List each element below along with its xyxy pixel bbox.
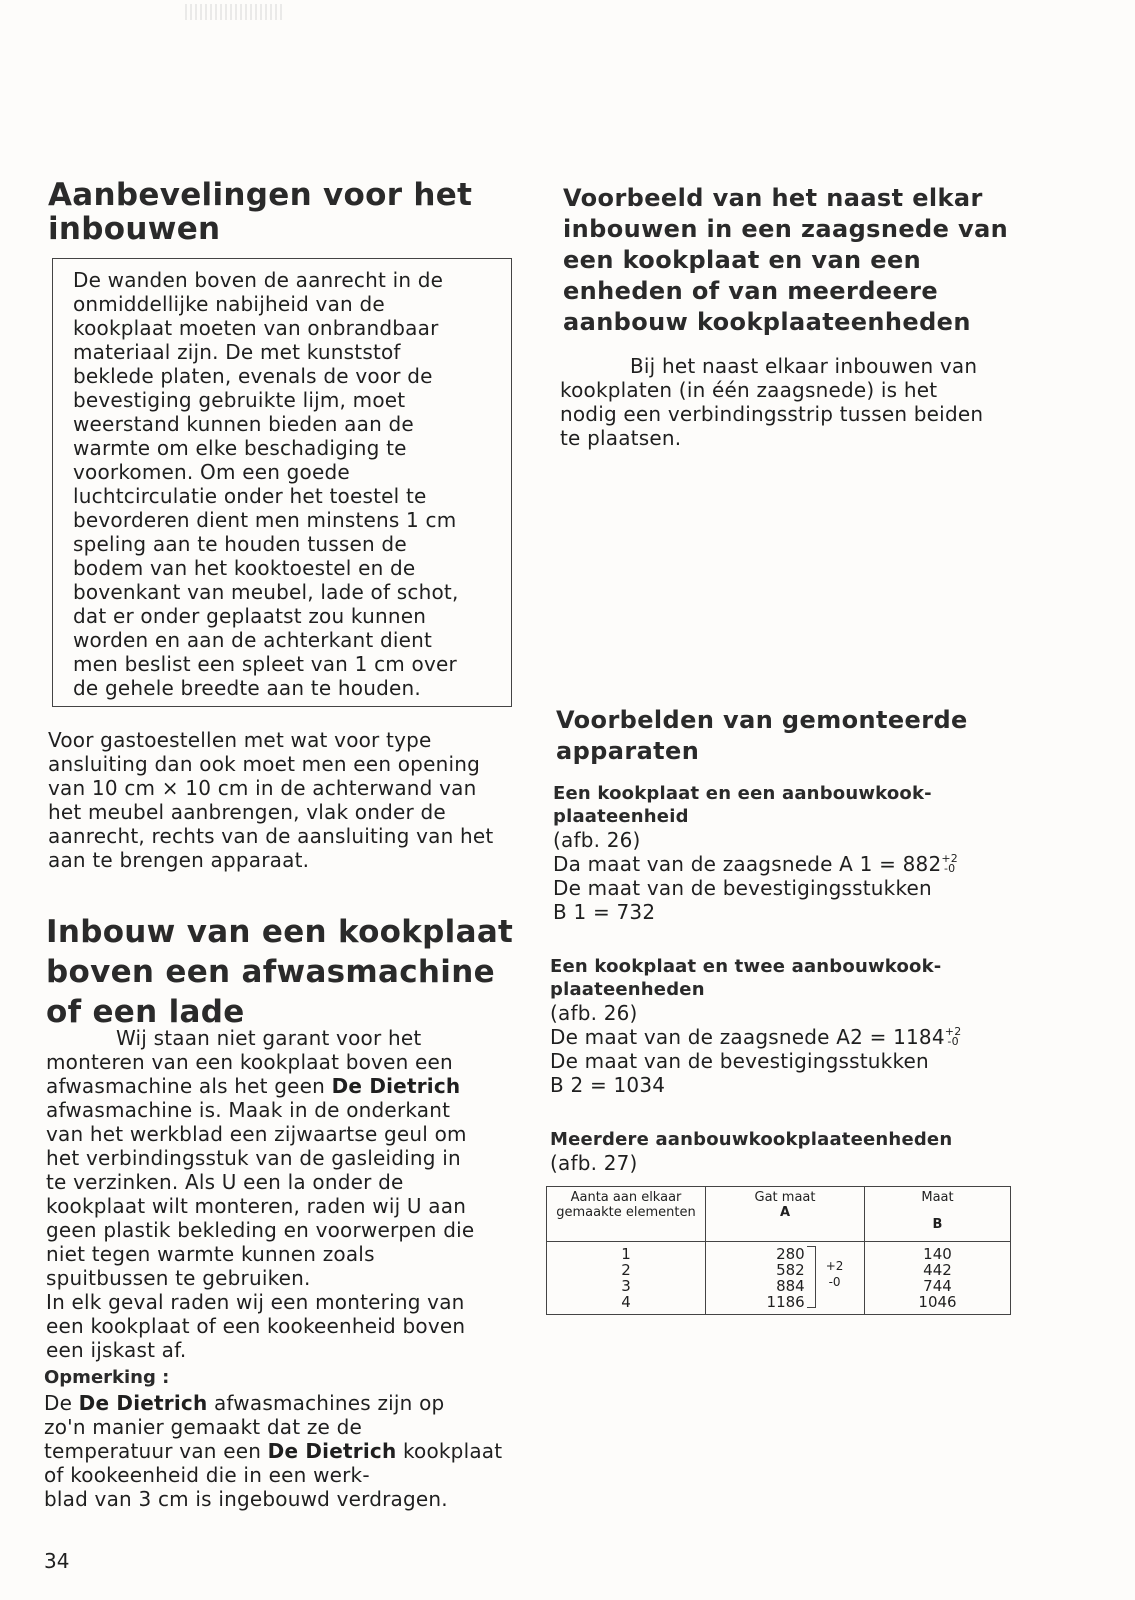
header-gat-maat xyxy=(706,1187,865,1242)
rpara1-line: nodig een verbindingsstrip tussen beiden xyxy=(560,402,984,426)
note-line3-a: temperatuur van een xyxy=(44,1439,268,1463)
gas-opening-paragraph xyxy=(48,728,528,872)
header-maat-label: Maat xyxy=(921,1190,954,1205)
box-line: De wanden boven de aanrecht in de xyxy=(73,268,444,292)
brand-name: De Dietrich xyxy=(267,1439,397,1463)
header-maat-letter: B xyxy=(932,1217,943,1232)
para2-line2: monteren van een kookplaat boven een xyxy=(46,1050,453,1074)
box-line: worden en aan de achterkant dient xyxy=(73,628,433,652)
tolerance-plus: +2 xyxy=(944,1024,962,1038)
maat-cell: 1046 xyxy=(918,1293,957,1311)
example-1-ref: (afb. 26) xyxy=(553,828,641,852)
box-line: weerstand kunnen bieden aan de xyxy=(73,412,414,436)
examples-heading-wrap xyxy=(556,705,1026,767)
box-line: materiaal zijn. De met kunststof xyxy=(73,340,401,364)
example-1-fix: De maat van de bevestigingsstukken xyxy=(553,876,932,900)
note-line2: zo'n manier gemaakt dat ze de xyxy=(44,1415,363,1439)
maat-cell: 442 xyxy=(923,1261,952,1279)
example-2-cut xyxy=(550,1025,1020,1049)
example-2 xyxy=(550,955,1020,1097)
note-line4: of kookeenheid die in een werk- xyxy=(44,1463,370,1487)
heading-inbouw-afwasmachine: Inbouw van een kookplaat boven een afwasmachine of een lade xyxy=(46,914,514,1030)
example-1-cut xyxy=(553,852,1023,876)
elements-cell: 2 xyxy=(621,1261,631,1279)
box-line: warmte om elke beschadiging te xyxy=(73,436,407,460)
para2-line: niet tegen warmte kunnen zoals xyxy=(46,1242,375,1266)
recommendation-box xyxy=(52,258,512,707)
box-line: luchtcirculatie onder het toestel te xyxy=(73,484,427,508)
box-line: bevestiging gebruikte lijm, moet xyxy=(73,388,406,412)
box-line: bovenkant van meubel, lade of schot, xyxy=(73,580,459,604)
brand-name: De Dietrich xyxy=(331,1074,461,1098)
table-row xyxy=(547,1242,1011,1315)
example-2-ref: (afb. 26) xyxy=(550,1001,638,1025)
table-header-row xyxy=(547,1187,1011,1242)
para2-line: kookplaat wilt monteren, raden wij U aan xyxy=(46,1194,467,1218)
example-3-ref: (afb. 27) xyxy=(550,1151,638,1175)
header-elements: Aanta aan elkaar gemaakte elementen xyxy=(547,1187,706,1242)
gat-maat-cell: 884 xyxy=(776,1277,805,1295)
example-1-title: Een kookplaat en een aanbouwkook-plaateenheid xyxy=(553,783,932,827)
header-gat-maat-label: Gat maat xyxy=(754,1190,816,1205)
dishwasher-paragraph xyxy=(46,1026,526,1362)
example-3-title: Meerdere aanbouwkookplaateenheden xyxy=(550,1129,953,1150)
note-section xyxy=(44,1366,524,1511)
tolerance-minus: -0 xyxy=(944,861,956,875)
maat-cell: 140 xyxy=(923,1245,952,1263)
note-label: Opmerking : xyxy=(44,1367,170,1388)
para2-line: afwasmachine is. Maak in de onderkant xyxy=(46,1098,451,1122)
para2-line: een kookplaat of een kookeenheid boven xyxy=(46,1314,466,1338)
para2-line: spuitbussen te gebruiken. xyxy=(46,1266,311,1290)
para1-line: het meubel aanbrengen, vlak onder de xyxy=(48,800,446,824)
box-line: de gehele breedte aan te houden. xyxy=(73,676,421,700)
note-line3-b: kookplaat xyxy=(396,1439,503,1463)
table-tolerance xyxy=(826,1246,844,1290)
scan-artifact xyxy=(185,4,285,20)
example-1 xyxy=(553,782,1023,924)
bracket-icon xyxy=(807,1246,816,1308)
tolerance-minus: -0 xyxy=(947,1034,959,1048)
para2-line3 xyxy=(46,1074,526,1098)
gat-maat-values xyxy=(767,1246,805,1310)
example-1-fix-value: B 1 = 732 xyxy=(553,900,656,924)
example-1-cut-text: Da maat van de zaagsnede A 1 = 882 xyxy=(553,852,942,876)
example-2-title: Een kookplaat en twee aanbouwkook-plaateenheden xyxy=(550,956,942,1000)
box-line: bodem van het kooktoestel en de xyxy=(73,556,416,580)
heading-voorbelden: Voorbelden van gemonteerde apparaten xyxy=(556,706,968,765)
para1-line: Voor gastoestellen met wat voor type xyxy=(48,728,432,752)
note-line1-b: afwasmachines zijn op xyxy=(207,1391,445,1415)
elements-cell: 4 xyxy=(621,1293,631,1311)
page-number: 34 xyxy=(44,1549,70,1573)
para2-line: een ijskast af. xyxy=(46,1338,187,1362)
rpara1-line: te plaatsen. xyxy=(560,426,682,450)
header-gat-maat-letter: A xyxy=(779,1205,791,1220)
box-line: kookplaat moeten van onbrandbaar xyxy=(73,316,439,340)
box-line: onmiddellijke nabijheid van de xyxy=(73,292,385,316)
gat-maat-cell: 1186 xyxy=(766,1293,805,1311)
para2-line: geen plastik bekleding en voorwerpen die xyxy=(46,1218,475,1242)
box-line: speling aan te houden tussen de xyxy=(73,532,407,556)
example-2-cut-text: De maat van de zaagsnede A2 = 1184 xyxy=(550,1025,945,1049)
para2-line: het verbindingsstuk van de gasleiding in xyxy=(46,1146,461,1170)
box-line: men beslist een spleet van 1 cm over xyxy=(73,652,457,676)
para2-line: te verzinken. Als U een la onder de xyxy=(46,1170,404,1194)
gat-maat-cell: 582 xyxy=(776,1261,805,1279)
rpara1-line: kookplaten (in één zaagsnede) is het xyxy=(560,378,938,402)
elements-cell: 1 xyxy=(621,1245,631,1263)
dimensions-table xyxy=(546,1186,1011,1315)
dimensions-table-wrap xyxy=(546,1186,1011,1315)
note-line5: blad van 3 cm is ingebouwd verdragen. xyxy=(44,1487,448,1511)
box-line: dat er onder geplaatst zou kunnen xyxy=(73,604,427,628)
note-line3 xyxy=(44,1439,524,1463)
header-maat xyxy=(865,1187,1011,1242)
example-3 xyxy=(550,1128,1020,1175)
tolerance xyxy=(941,851,958,875)
box-line: voorkomen. Om een goede xyxy=(73,460,350,484)
connection-strip-paragraph xyxy=(560,354,1030,450)
brand-name: De Dietrich xyxy=(78,1391,208,1415)
gat-maat-column xyxy=(706,1242,865,1315)
heading-voorbeeld: Voorbeeld van het naast elkar inbouwen in een zaagsnede van een kookplaat en van een enheden of van meerdeere aanbouw kookplaateenheden xyxy=(563,184,1009,336)
para2-line: In elk geval raden wij een montering van xyxy=(46,1290,465,1314)
table-tolerance-minus: -0 xyxy=(828,1275,841,1289)
heading-aanbevelingen: Aanbevelingen voor het inbouwen xyxy=(48,177,473,247)
maat-cell: 744 xyxy=(923,1277,952,1295)
maat-column xyxy=(865,1242,1011,1315)
para2-rest xyxy=(46,1098,526,1362)
para1-line: ansluiting dan ook moet men een opening xyxy=(48,752,480,776)
example-2-fix-value: B 2 = 1034 xyxy=(550,1073,666,1097)
tolerance-plus: +2 xyxy=(941,851,958,865)
para1-line: aanrecht, rechts van de aansluiting van het xyxy=(48,824,494,848)
para2-line: van het werkblad een zijwaartse geul om xyxy=(46,1122,467,1146)
note-line1-a: De xyxy=(44,1391,79,1415)
para2-line1: Wij staan niet garant voor het xyxy=(116,1026,422,1050)
elements-column xyxy=(547,1242,706,1315)
recommendation-box-text xyxy=(52,258,512,707)
box-line: bevorderen dient men minstens 1 cm xyxy=(73,508,457,532)
left-column xyxy=(48,178,528,246)
example-2-fix: De maat van de bevestigingsstukken xyxy=(550,1049,929,1073)
tolerance xyxy=(944,1024,962,1048)
note-line1 xyxy=(44,1391,524,1415)
para2-line3-text: afwasmachine als het geen xyxy=(46,1074,332,1098)
right-column xyxy=(563,183,1033,338)
gat-maat-cell: 280 xyxy=(776,1245,805,1263)
para1-line: van 10 cm × 10 cm in de achterwand van xyxy=(48,776,477,800)
table-tolerance-plus: +2 xyxy=(825,1259,844,1273)
rpara1-line: Bij het naast elkaar inbouwen van xyxy=(630,354,978,378)
left-heading2-wrap xyxy=(46,912,516,1032)
elements-cell: 3 xyxy=(621,1277,631,1295)
para1-line: aan te brengen apparaat. xyxy=(48,848,310,872)
box-line: beklede platen, evenals de voor de xyxy=(73,364,433,388)
